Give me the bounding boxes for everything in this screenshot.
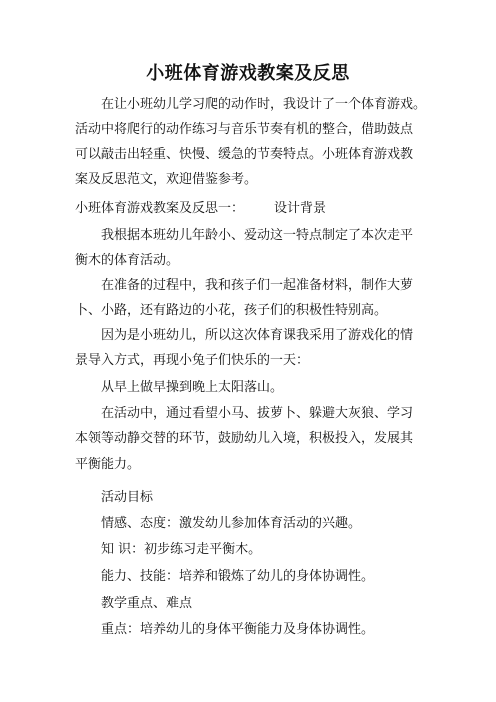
subheading-line: 教学重点、难点 [101,596,193,611]
paragraph-line: 从早上做早操到晚上太阳落山。 [101,380,284,395]
section-heading: 小班体育游戏教案及反思一： [75,201,245,216]
paragraph-line: 衡木的体育活动。 [75,253,180,268]
paragraph-line: 能力、技能：培养和锻炼了幼儿的身体协调性。 [101,569,375,584]
subheading-line: 活动目标 [101,490,154,505]
paragraph-line: 因为是小班幼儿，所以这次体育课我采用了游戏化的情 [101,328,414,343]
section-heading-line [75,200,435,218]
section-subheading: 设计背景 [274,201,327,216]
paragraph-line: 知 识：初步练习走平衡木。 [101,542,262,557]
document-title: 小班体育游戏教案及反思 [146,63,350,84]
paragraph-line: 案及反思范文，欢迎借鉴参考。 [75,172,258,187]
paragraph-line: 我根据本班幼儿年龄小、爱动这一特点制定了本次走平 [101,228,414,243]
paragraph-line: 景导入方式，再现小兔子们快乐的一天： [75,353,310,368]
paragraph-line: 活动中将爬行的动作练习与音乐节奏有机的整合，借助鼓点 [75,122,414,137]
paragraph-line: 可以敲击出轻重、快慢、缓急的节奏特点。小班体育游戏教 [75,147,414,162]
paragraph-line: 平衡能力。 [75,457,141,472]
paragraph-line: 在活动中，通过看望小马、拔萝卜、躲避大灰狼、学习 [101,406,414,421]
paragraph-line: 本领等动静交替的环节，鼓励幼儿入境，积极投入，发展其 [75,431,414,446]
paragraph-line: 在准备的过程中，我和孩子们一起准备材料，制作大萝 [101,278,414,293]
paragraph-line: 情感、态度：激发幼儿参加体育活动的兴趣。 [101,516,362,531]
paragraph-line: 卜、小路，还有路边的小花，孩子们的积极性特别高。 [75,303,388,318]
paragraph-line: 重点：培养幼儿的身体平衡能力及身体协调性。 [101,622,375,637]
paragraph-line: 在让小班幼儿学习爬的动作时，我设计了一个体育游戏。 [101,97,427,112]
